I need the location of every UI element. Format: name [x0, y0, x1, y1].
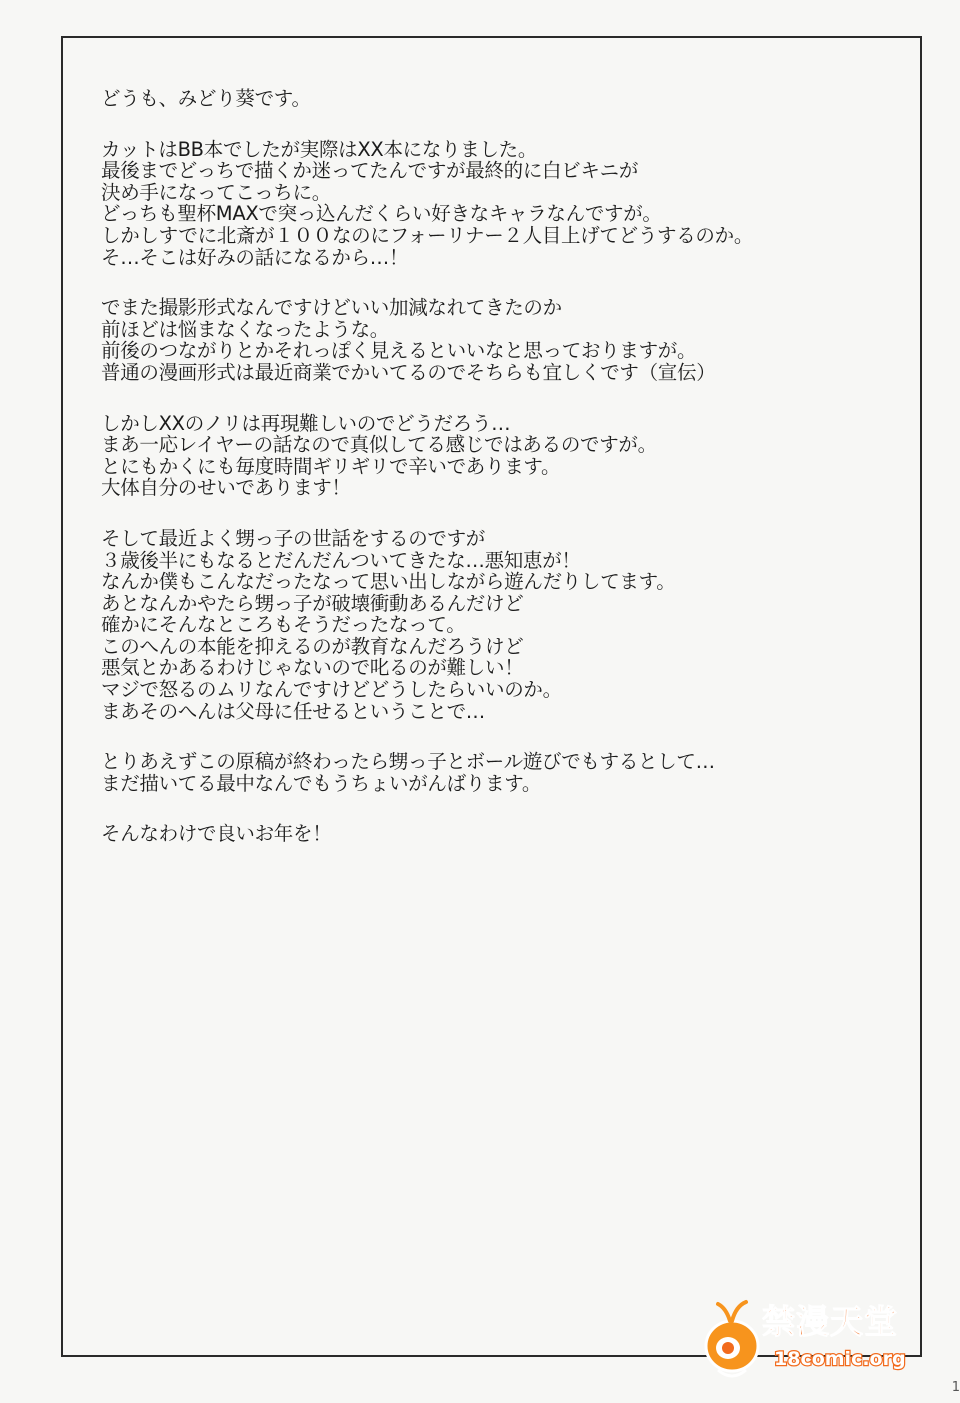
afterword-text — [101, 88, 881, 874]
watermark-title: 禁漫天堂 — [762, 1302, 898, 1341]
text-line: どっちも聖杯MAXで突っ込んだくらい好きなキャラなんですが。 — [101, 202, 662, 226]
text-line: ３歳後半にもなるとだんだんついてきたな…悪知恵が！ — [101, 548, 581, 572]
text-line: そんなわけで良いお年を！ — [101, 822, 332, 846]
text-line: あとなんかやたら甥っ子が破壊衝動あるんだけど — [101, 591, 524, 615]
paragraph-xx-character — [101, 413, 881, 499]
text-line: そ…そこは好みの話になるから…！ — [101, 245, 409, 269]
paragraph-cover-choice — [101, 139, 881, 269]
text-line: まあ一応レイヤーの話なので真似してる感じではあるのですが。 — [101, 433, 657, 457]
paragraph-photo-format — [101, 297, 881, 383]
paragraph-closing — [101, 823, 881, 845]
text-line: 前ほどは悩まなくなったような。 — [101, 317, 390, 341]
paragraph-plans — [101, 751, 881, 794]
text-line: マジで怒るのムリなんですけどどうしたらいいのか。 — [101, 678, 562, 702]
page-number: 1 — [951, 1380, 960, 1395]
text-line: まだ描いてる最中なんでもうちょいがんばります。 — [101, 771, 542, 795]
text-line: カットはBB本でしたが実際はXX本になりました。 — [101, 137, 538, 161]
text-line: 前後のつながりとかそれっぽく見えるといいなと思っておりますが。 — [101, 339, 697, 363]
text-line: とにもかくにも毎度時間ギリギリで辛いであります。 — [101, 454, 561, 478]
text-line: まあそのへんは父母に任せるということで… — [101, 699, 486, 723]
text-line: このへんの本能を抑えるのが教育なんだろうけど — [101, 634, 524, 658]
text-line: しかしすでに北斎が１００なのにフォーリナー２人目上げてどうするのか。 — [101, 223, 754, 247]
text-line: 普通の漫画形式は最近商業でかいてるのでそちらも宜しくです（宣伝） — [101, 360, 716, 384]
text-line: 最後までどっちで描くか迷ってたんですが最終的に白ビキニが — [101, 159, 639, 183]
text-line: なんか僕もこんなだったなって思い出しながら遊んだりしてます。 — [101, 570, 676, 594]
paragraph-nephew — [101, 528, 881, 722]
site-watermark — [700, 1290, 930, 1390]
text-line: 確かにそんなところもそうだったなって。 — [101, 613, 466, 637]
watermark-url: 18comic.org — [774, 1348, 906, 1370]
text-line: 大体自分のせいであります！ — [101, 476, 351, 500]
text-line: とりあえずこの原稿が終わったら甥っ子とボール遊びでもするとして… — [101, 750, 715, 774]
text-line: どうも、みどり葵です。 — [101, 87, 311, 110]
text-line: そして最近よく甥っ子の世話をするのですが — [101, 526, 486, 550]
mascot-logo-icon — [700, 1290, 764, 1390]
text-line: 悪気とかあるわけじゃないので叱るのが難しい！ — [101, 656, 524, 680]
text-line: 決め手になってこっちに。 — [101, 180, 332, 204]
paragraph-greeting — [101, 88, 881, 110]
text-line: でまた撮影形式なんですけどいい加減なれてきたのか — [101, 296, 562, 320]
text-line: しかしXXのノリは再現難しいのでどうだろう… — [101, 411, 511, 435]
